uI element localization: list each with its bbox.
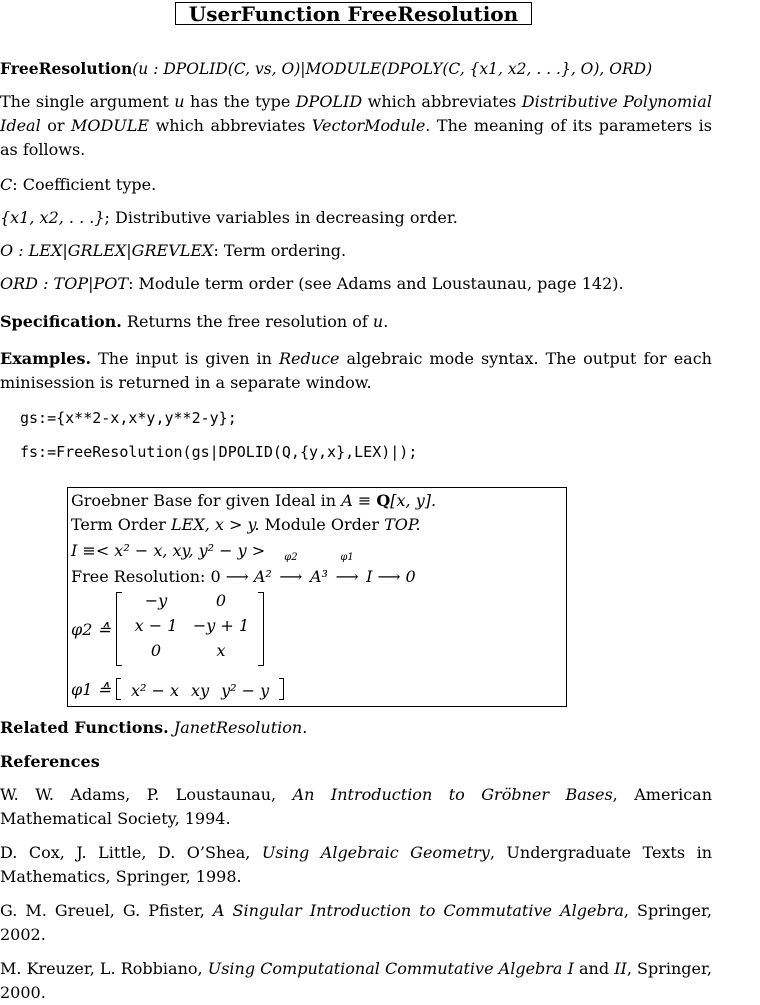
phi2-label: φ2 ≙ <box>71 620 111 639</box>
output-field-q: Q <box>376 491 391 510</box>
ref-rest: , Springer, 2000. <box>0 959 712 1002</box>
matrix-right-bracket <box>258 592 264 666</box>
arrow-label: φ2 <box>284 552 298 563</box>
function-name: FreeResolution <box>0 59 133 78</box>
row-right-bracket <box>279 678 284 700</box>
output-math: x > y. <box>214 515 260 534</box>
ref-title: II <box>614 959 627 978</box>
reference-4 <box>0 957 712 1005</box>
intro-dpi: Distributive Polynomial Ideal <box>0 92 712 135</box>
related-functions <box>0 716 712 740</box>
ref-rest: , Springer, 2002. <box>0 901 713 944</box>
output-math: LEX, <box>171 515 210 534</box>
specification-text: Returns the free resolution of <box>126 312 368 331</box>
param-desc: ; Distributive variables in decreasing order. <box>104 208 458 227</box>
ref-title: Using Computational Commutative Algebra I <box>207 959 574 978</box>
intro-text-3: which abbreviates <box>367 92 517 111</box>
param-desc: : Module term order (see Adams and Loustaunau, page 142). <box>128 274 624 293</box>
intro-text-1: The single argument <box>0 92 169 111</box>
phi1-label: φ1 ≙ <box>71 680 111 699</box>
related-heading: Related Functions. <box>0 718 169 737</box>
param-term: ORD : TOP|POT <box>0 274 129 293</box>
examples-heading: Examples. <box>0 349 92 368</box>
ref-authors: W. W. Adams, P. Loustaunau, <box>0 785 277 804</box>
matrix-cell: 0 <box>215 591 227 610</box>
row-cell: x² − x <box>131 681 180 700</box>
output-math: [x, y]. <box>390 491 437 510</box>
param-desc: : Coefficient type. <box>12 175 157 194</box>
ref-authors: G. M. Greuel, G. Pfister, <box>0 901 205 920</box>
specification-var: u <box>372 312 384 331</box>
matrix-cell: 0 <box>150 641 162 660</box>
specification-end: . <box>383 312 389 331</box>
examples-text-1: The input is given in <box>98 349 272 368</box>
intro-module: MODULE <box>70 116 150 135</box>
page-title: UserFunction FreeResolution <box>175 2 532 25</box>
param-order <box>0 239 712 263</box>
function-signature <box>0 57 760 81</box>
param-term: O : LEX|GRLEX|GREVLEX <box>0 241 214 260</box>
matrix-cell: −y + 1 <box>192 616 250 635</box>
specification-heading: Specification. <box>0 312 122 331</box>
output-line-4 <box>71 552 416 589</box>
output-text: Module Order <box>264 515 379 534</box>
function-args: (u : DPOLID(C, vs, O)|MODULE(DPOLY(C, {x1, x2, . . .}, O), ORD) <box>132 60 653 78</box>
param-vars <box>0 206 712 230</box>
row-left-bracket <box>116 678 121 700</box>
intro-text-4: or <box>47 116 65 135</box>
ref-authors: M. Kreuzer, L. Robbiano, <box>0 959 203 978</box>
arrow-label: φ1 <box>340 552 354 563</box>
ref-rest: , American Mathematical Society, 1994. <box>0 785 713 828</box>
param-c <box>0 173 712 197</box>
param-term: {x1, x2, . . .} <box>0 208 105 227</box>
reference-2 <box>0 841 712 889</box>
examples-reduce: Reduce <box>279 349 340 368</box>
intro-text-2: has the type <box>190 92 291 111</box>
code-line-2: fs:=FreeResolution(gs|DPOLID(Q,{y,x},LEX)|); <box>20 443 418 461</box>
output-line-3: I ≡< x² − x, xy, y² − y > <box>71 541 266 560</box>
references-heading: References <box>0 752 100 771</box>
output-text: Groebner Base for given Ideal in <box>71 491 337 510</box>
examples-section <box>0 347 712 395</box>
intro-var-u: u <box>174 92 185 111</box>
reference-1 <box>0 783 712 831</box>
intro-text-5: which abbreviates <box>155 116 306 135</box>
output-line-2 <box>71 513 420 537</box>
output-math: A ≡ <box>341 491 372 510</box>
phi1-row-matrix <box>116 678 284 703</box>
ref-authors: D. Cox, J. Little, D. O’Shea, <box>0 843 251 862</box>
output-text: Term Order <box>71 515 166 534</box>
output-line-1 <box>71 489 436 513</box>
ref-rest: and <box>573 959 615 978</box>
code-line-1: gs:={x**2-x,x*y,y**2-y}; <box>20 409 237 427</box>
related-link: JanetResolution. <box>173 718 308 737</box>
output-text: Free Resolution: 0 ⟶ <box>71 567 249 586</box>
intro-vm: VectorModule. <box>311 116 431 135</box>
matrix-cell: x <box>216 641 226 660</box>
ref-rest: , Undergraduate Texts in Mathematics, Springer, 1998. <box>0 843 713 886</box>
phi1-arrow: φ1 ⟶ <box>333 565 361 589</box>
output-math: TOP. <box>384 515 421 534</box>
intro-text-6: The meaning of its parameters is as follows. <box>0 116 712 159</box>
param-desc: : Term ordering. <box>213 241 347 260</box>
row-cell: y² − y <box>221 681 270 700</box>
examples-text-2: algebraic mode syntax. The output for each minisession is returned in a separate window. <box>0 349 712 392</box>
output-window <box>67 487 567 707</box>
phi2-arrow: φ2 ⟶ <box>277 565 305 589</box>
matrix-cell: −y <box>144 591 168 610</box>
reference-3 <box>0 899 712 947</box>
output-math: A² <box>253 567 272 586</box>
ref-title: A Singular Introduction to Commutative Algebra <box>212 901 624 920</box>
ref-title: Using Algebraic Geometry <box>261 843 490 862</box>
specification-section <box>0 310 712 334</box>
output-math: I ⟶ 0 <box>366 567 416 586</box>
intro-dpolid: DPOLID <box>295 92 363 111</box>
matrix-cell: x − 1 <box>134 616 178 635</box>
output-math: A³ <box>309 567 328 586</box>
param-term: C <box>0 175 13 194</box>
intro-paragraph <box>0 90 712 162</box>
ref-title: An Introduction to Gröbner Bases <box>292 785 613 804</box>
param-module-order <box>0 272 760 296</box>
row-cell: xy <box>191 681 210 700</box>
